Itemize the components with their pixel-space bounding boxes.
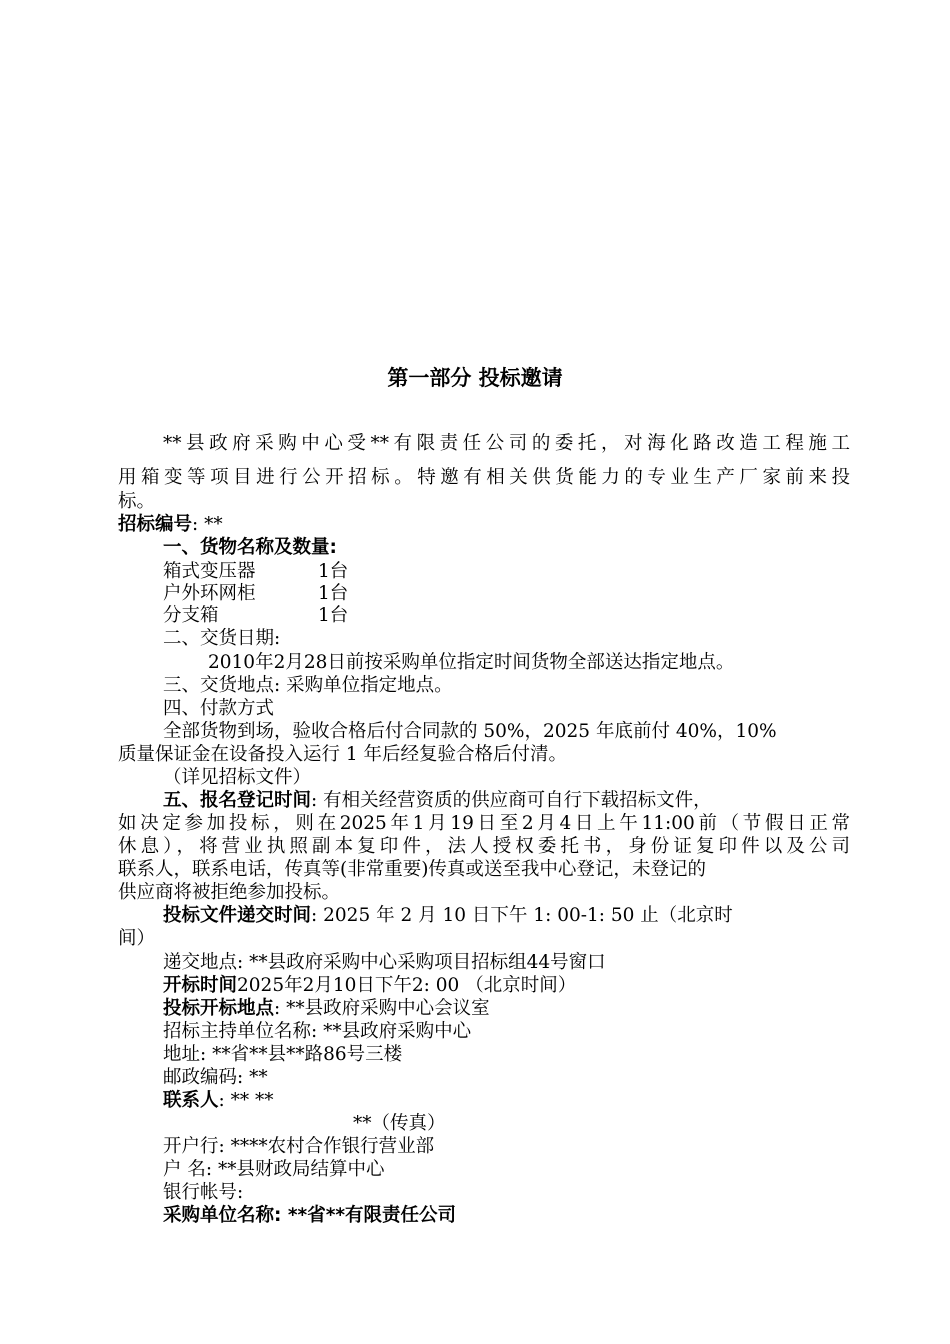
goods-heading: 一、货物名称及数量:: [163, 537, 337, 558]
purchaser-name: 采购单位名称: **省**有限责任公司: [163, 1205, 457, 1226]
registration-line-2: 如决定参加投标，则在2025年1月19日至2月4日上午11:00前（节假日正常: [118, 813, 850, 834]
fax: **（传真）: [353, 1113, 446, 1134]
host-unit: 招标主持单位名称: **县政府采购中心: [163, 1021, 472, 1042]
intro-line-2: 用箱变等项目进行公开招标。特邀有相关供货能力的专业生产厂家前来投: [118, 467, 850, 488]
opening-place-label: 投标开标地点: [163, 998, 275, 1019]
opening-place: 投标开标地点: **县政府采购中心会议室: [163, 998, 490, 1019]
address: 地址: **省**县**路86号三楼: [163, 1044, 403, 1065]
registration-line-4: 联系人，联系电话，传真等(非常重要)传真或送至我中心登记，未登记的: [118, 859, 706, 880]
submission-time-line-1: 投标文件递交时间: 2025 年 2 月 10 日下午 1: 00-1: 50 止（北京时: [163, 905, 733, 926]
delivery-date-text: 2010年2月28日前按采购单位指定时间货物全部送达指定地点。: [208, 652, 735, 673]
submission-time-line-2: 间）: [118, 928, 156, 949]
tender-number-label: 招标编号: [118, 514, 193, 535]
registration-line-5: 供应商将被拒绝参加投标。: [118, 882, 341, 903]
contact-person: 联系人: ** **: [163, 1090, 274, 1111]
intro-line-3: 标。: [118, 491, 156, 512]
postcode: 邮政编码: **: [163, 1067, 268, 1088]
goods-item-name: 箱式变压器: [163, 561, 256, 582]
account-name: 户 名: **县财政局结算中心: [163, 1159, 385, 1180]
goods-item-name: 户外环网柜: [163, 583, 256, 604]
registration-line-1: 五、报名登记时间: 有相关经营资质的供应商可自行下载招标文件，: [163, 790, 712, 811]
intro-line-1: **县政府采购中心受**有限责任公司的委托，对海化路改造工程施工: [163, 433, 850, 454]
payment-heading: 四、付款方式: [163, 698, 275, 719]
goods-item-name: 分支箱: [163, 605, 219, 626]
delivery-place: 三、交货地点: 采购单位指定地点。: [163, 675, 453, 696]
payment-line-2: 质量保证金在设备投入运行 1 年后经复验合格后付清。: [118, 744, 568, 765]
contact-label: 联系人: [163, 1090, 219, 1111]
opening-time: 开标时间2025年2月10日下午2: 00 （北京时间）: [163, 975, 577, 996]
delivery-date-heading: 二、交货日期:: [163, 628, 281, 649]
goods-item-qty: 1台: [318, 583, 349, 604]
registration-line-3: 休息），将营业执照副本复印件，法人授权委托书，身份证复印件以及公司: [118, 836, 850, 857]
opening-time-label: 开标时间: [163, 975, 238, 996]
submission-place: 递交地点: **县政府采购中心采购项目招标组44号窗口: [163, 952, 606, 973]
account-number: 银行帐号:: [163, 1182, 244, 1203]
tender-number-value: : **: [192, 514, 223, 535]
registration-label: 五、报名登记时间: [163, 790, 312, 811]
goods-item-qty: 1台: [318, 605, 349, 626]
goods-item-qty: 1台: [318, 561, 349, 582]
submission-time-label: 投标文件递交时间: [163, 905, 312, 926]
payment-line-1: 全部货物到场，验收合格后付合同款的 50%，2025 年底前付 40%，10%: [163, 721, 777, 742]
tender-number: [118, 513, 223, 537]
bank: 开户行: ****农村合作银行营业部: [163, 1136, 435, 1157]
page-title: 第一部分 投标邀请: [387, 366, 563, 390]
payment-note: （详见招标文件）: [163, 767, 312, 788]
